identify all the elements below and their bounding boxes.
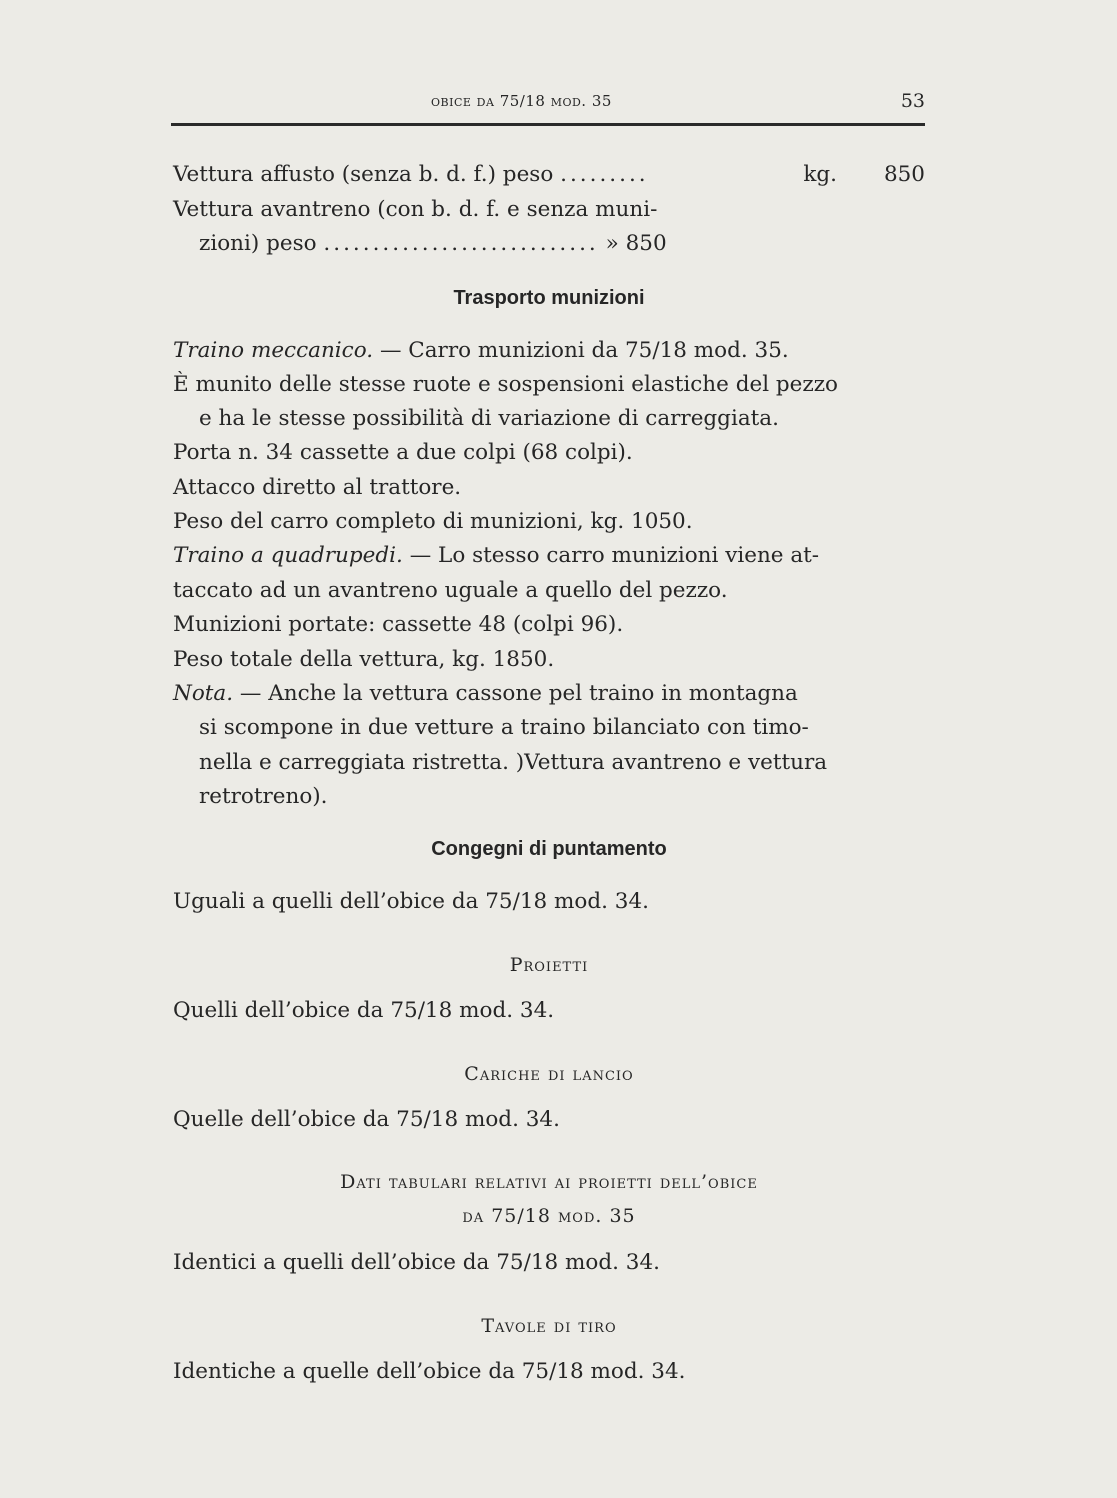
leader-dots: ......... (560, 162, 649, 187)
run-in-heading: Traino meccanico. (173, 338, 374, 363)
paragraph-line: Peso del carro completo di munizioni, kg. 1050. (173, 509, 693, 534)
weight-row-avantreno: Vettura avantreno (con b. d. f. e senza muni- (173, 197, 658, 222)
section-heading-congegni: Congegni di puntamento (431, 838, 667, 860)
paragraph-line: retrotreno). (199, 784, 328, 809)
paragraph-line: nella e carreggiata ristretta. )Vettura avantreno e vettura (199, 750, 828, 775)
weight-value: 850 (883, 162, 925, 187)
paragraph-line: Traino meccanico. — Carro munizioni da 75/18 mod. 35. (173, 338, 789, 363)
section-heading-proietti: Proietti (509, 954, 589, 976)
paragraph-line: Identici a quelli dell’obice da 75/18 mod. 34. (173, 1250, 660, 1275)
paragraph-line: Quelli dell’obice da 75/18 mod. 34. (173, 998, 555, 1023)
section-heading-cariche: Cariche di lancio (464, 1063, 634, 1085)
run-in-heading: Traino a quadrupedi. (173, 543, 403, 568)
weight-row-avantreno-cont (199, 229, 925, 259)
paragraph-line: È munito delle stesse ruote e sospensioni elastiche del pezzo (173, 372, 838, 397)
weight-unit: » (605, 231, 619, 256)
weight-label: zioni) peso (199, 231, 317, 256)
paragraph-line: Munizioni portate: cassette 48 (colpi 96). (173, 612, 624, 637)
paragraph-line: Traino a quadrupedi. — Lo stesso carro munizioni viene at- (173, 543, 820, 568)
page-header (173, 88, 925, 118)
section-heading-dati-tabulari-cont: da 75/18 mod. 35 (462, 1205, 636, 1227)
weight-value: 850 (625, 231, 667, 256)
run-in-heading: Nota. (173, 681, 234, 706)
paragraph-line: Porta n. 34 cassette a due colpi (68 colpi). (173, 440, 633, 465)
section-heading-tavole: Tavole di tiro (481, 1315, 617, 1337)
section-heading-dati-tabulari: Dati tabulari relativi ai proietti dell’obice (340, 1171, 758, 1193)
paragraph-line: e ha le stesse possibilità di variazione di carreggiata. (199, 406, 779, 431)
paragraph-line: Attacco diretto al trattore. (173, 475, 462, 500)
leader-dots: ............................ (323, 231, 599, 256)
section-heading-trasporto: Trasporto munizioni (453, 287, 645, 309)
running-title: obice da 75/18 mod. 35 (431, 92, 612, 110)
paragraph-line: Nota. — Anche la vettura cassone pel traino in montagna (173, 681, 798, 706)
paragraph-line: Identiche a quelle dell’obice da 75/18 mod. 34. (173, 1359, 686, 1384)
paragraph-line: Quelle dell’obice da 75/18 mod. 34. (173, 1107, 560, 1132)
weight-row-affusto (173, 160, 925, 190)
paragraph-line: Uguali a quelli dell’obice da 75/18 mod. 34. (173, 889, 650, 914)
paragraph-line: si scompone in due vetture a traino bilanciato con timo- (199, 715, 809, 740)
paragraph-line: Peso totale della vettura, kg. 1850. (173, 647, 555, 672)
weight-label: Vettura affusto (senza b. d. f.) peso (173, 162, 554, 187)
page-number: 53 (900, 90, 925, 112)
weight-unit: kg. (803, 162, 837, 187)
paragraph-line: taccato ad un avantreno uguale a quello del pezzo. (173, 578, 728, 603)
header-rule (171, 123, 925, 126)
